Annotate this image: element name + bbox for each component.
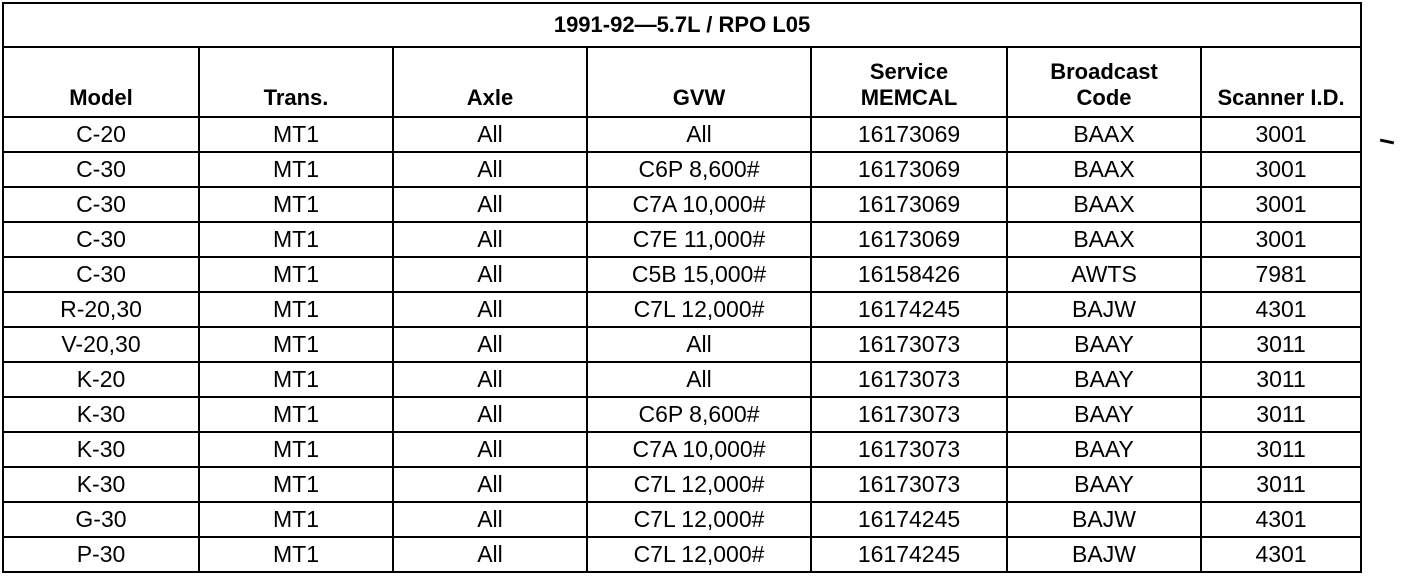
header-service-memcal xyxy=(811,47,1007,117)
table-row xyxy=(3,257,1361,292)
cell-axle: All xyxy=(393,187,587,222)
cell-gvw: C7L 12,000# xyxy=(587,502,811,537)
cell-model: R-20,30 xyxy=(3,292,199,327)
cell-broadcast-code: AWTS xyxy=(1007,257,1201,292)
table-row xyxy=(3,467,1361,502)
cell-gvw: C6P 8,600# xyxy=(587,397,811,432)
cell-broadcast-code: BAAY xyxy=(1007,467,1201,502)
table-title: 1991-92—5.7L / RPO L05 xyxy=(3,3,1361,47)
cell-broadcast-code: BAAX xyxy=(1007,152,1201,187)
table-row xyxy=(3,397,1361,432)
cell-trans: MT1 xyxy=(199,187,393,222)
cell-gvw: C7L 12,000# xyxy=(587,467,811,502)
header-scanner-id-line-2: Scanner I.D. xyxy=(1217,84,1345,110)
table-row xyxy=(3,432,1361,467)
header-broadcast-code-line-2: Code xyxy=(1076,84,1132,110)
table-row xyxy=(3,187,1361,222)
cell-axle: All xyxy=(393,502,587,537)
cell-trans: MT1 xyxy=(199,257,393,292)
cell-axle: All xyxy=(393,117,587,152)
cell-model: K-30 xyxy=(3,397,199,432)
cell-trans: MT1 xyxy=(199,362,393,397)
cell-broadcast-code: BAAY xyxy=(1007,432,1201,467)
cell-service-memcal: 16173069 xyxy=(811,187,1007,222)
cell-trans: MT1 xyxy=(199,292,393,327)
cell-service-memcal: 16173073 xyxy=(811,432,1007,467)
cell-model: C-30 xyxy=(3,257,199,292)
cell-model: C-20 xyxy=(3,117,199,152)
cell-axle: All xyxy=(393,467,587,502)
table-row xyxy=(3,537,1361,572)
table-row xyxy=(3,502,1361,537)
cell-service-memcal: 16173069 xyxy=(811,117,1007,152)
header-model-line-2: Model xyxy=(69,84,133,110)
header-axle-line-2: Axle xyxy=(466,84,514,110)
cell-broadcast-code: BAAY xyxy=(1007,397,1201,432)
cell-service-memcal: 16173069 xyxy=(811,152,1007,187)
cell-scanner-id: 3011 xyxy=(1201,432,1361,467)
cell-service-memcal: 16174245 xyxy=(811,292,1007,327)
cell-gvw: C7L 12,000# xyxy=(587,537,811,572)
cell-service-memcal: 16173073 xyxy=(811,362,1007,397)
cell-gvw: C7E 11,000# xyxy=(587,222,811,257)
table-header-row xyxy=(3,47,1361,117)
header-model xyxy=(3,47,199,117)
cell-gvw: All xyxy=(587,327,811,362)
cell-trans: MT1 xyxy=(199,467,393,502)
cell-broadcast-code: BAJW xyxy=(1007,502,1201,537)
table-row xyxy=(3,222,1361,257)
cell-scanner-id: 3001 xyxy=(1201,152,1361,187)
cell-model: K-20 xyxy=(3,362,199,397)
cell-trans: MT1 xyxy=(199,537,393,572)
cell-broadcast-code: BAAX xyxy=(1007,117,1201,152)
cell-model: C-30 xyxy=(3,222,199,257)
cell-scanner-id: 4301 xyxy=(1201,292,1361,327)
cell-model: P-30 xyxy=(3,537,199,572)
cell-scanner-id: 4301 xyxy=(1201,502,1361,537)
cell-axle: All xyxy=(393,222,587,257)
cell-axle: All xyxy=(393,257,587,292)
table-row xyxy=(3,327,1361,362)
cell-trans: MT1 xyxy=(199,327,393,362)
cell-axle: All xyxy=(393,537,587,572)
cell-scanner-id: 7981 xyxy=(1201,257,1361,292)
cell-scanner-id: 3011 xyxy=(1201,397,1361,432)
table-row xyxy=(3,152,1361,187)
cell-axle: All xyxy=(393,362,587,397)
table-title-row xyxy=(3,3,1361,47)
table-body xyxy=(3,117,1361,572)
cell-model: K-30 xyxy=(3,467,199,502)
cell-scanner-id: 3001 xyxy=(1201,187,1361,222)
header-service-memcal-line-2: MEMCAL xyxy=(860,84,958,110)
cell-scanner-id: 4301 xyxy=(1201,537,1361,572)
cell-broadcast-code: BAJW xyxy=(1007,537,1201,572)
cell-trans: MT1 xyxy=(199,502,393,537)
cell-scanner-id: 3001 xyxy=(1201,117,1361,152)
cell-model: C-30 xyxy=(3,152,199,187)
cell-trans: MT1 xyxy=(199,222,393,257)
cell-model: V-20,30 xyxy=(3,327,199,362)
cell-service-memcal: 16174245 xyxy=(811,537,1007,572)
cell-gvw: C7A 10,000# xyxy=(587,187,811,222)
header-gvw-line-2: GVW xyxy=(672,84,726,110)
cell-axle: All xyxy=(393,432,587,467)
cell-model: C-30 xyxy=(3,187,199,222)
header-service-memcal-line-1: Service xyxy=(869,59,949,85)
memcal-table-container xyxy=(2,2,1360,573)
cell-gvw: C6P 8,600# xyxy=(587,152,811,187)
cell-service-memcal: 16173073 xyxy=(811,327,1007,362)
cell-scanner-id: 3011 xyxy=(1201,467,1361,502)
cell-axle: All xyxy=(393,397,587,432)
cell-scanner-id: 3011 xyxy=(1201,362,1361,397)
table-row xyxy=(3,292,1361,327)
header-broadcast-code xyxy=(1007,47,1201,117)
cell-model: K-30 xyxy=(3,432,199,467)
cell-trans: MT1 xyxy=(199,117,393,152)
table-row xyxy=(3,362,1361,397)
cell-broadcast-code: BAAX xyxy=(1007,222,1201,257)
cell-broadcast-code: BAAX xyxy=(1007,187,1201,222)
cell-broadcast-code: BAJW xyxy=(1007,292,1201,327)
header-gvw xyxy=(587,47,811,117)
cell-gvw: All xyxy=(587,117,811,152)
cell-service-memcal: 16173069 xyxy=(811,222,1007,257)
cell-service-memcal: 16173073 xyxy=(811,467,1007,502)
table-row xyxy=(3,117,1361,152)
cell-gvw: C7L 12,000# xyxy=(587,292,811,327)
memcal-application-table xyxy=(2,2,1362,573)
cell-model: G-30 xyxy=(3,502,199,537)
cell-axle: All xyxy=(393,152,587,187)
header-axle xyxy=(393,47,587,117)
stray-scan-mark xyxy=(1380,139,1394,145)
cell-service-memcal: 16158426 xyxy=(811,257,1007,292)
cell-trans: MT1 xyxy=(199,432,393,467)
cell-gvw: All xyxy=(587,362,811,397)
cell-trans: MT1 xyxy=(199,152,393,187)
cell-service-memcal: 16174245 xyxy=(811,502,1007,537)
cell-trans: MT1 xyxy=(199,397,393,432)
cell-gvw: C7A 10,000# xyxy=(587,432,811,467)
header-scanner-id xyxy=(1201,47,1361,117)
header-trans-line-2: Trans. xyxy=(263,84,329,110)
cell-service-memcal: 16173073 xyxy=(811,397,1007,432)
cell-gvw: C5B 15,000# xyxy=(587,257,811,292)
header-broadcast-code-line-1: Broadcast xyxy=(1050,59,1158,85)
cell-broadcast-code: BAAY xyxy=(1007,362,1201,397)
cell-axle: All xyxy=(393,327,587,362)
cell-axle: All xyxy=(393,292,587,327)
header-trans xyxy=(199,47,393,117)
cell-scanner-id: 3001 xyxy=(1201,222,1361,257)
cell-broadcast-code: BAAY xyxy=(1007,327,1201,362)
cell-scanner-id: 3011 xyxy=(1201,327,1361,362)
